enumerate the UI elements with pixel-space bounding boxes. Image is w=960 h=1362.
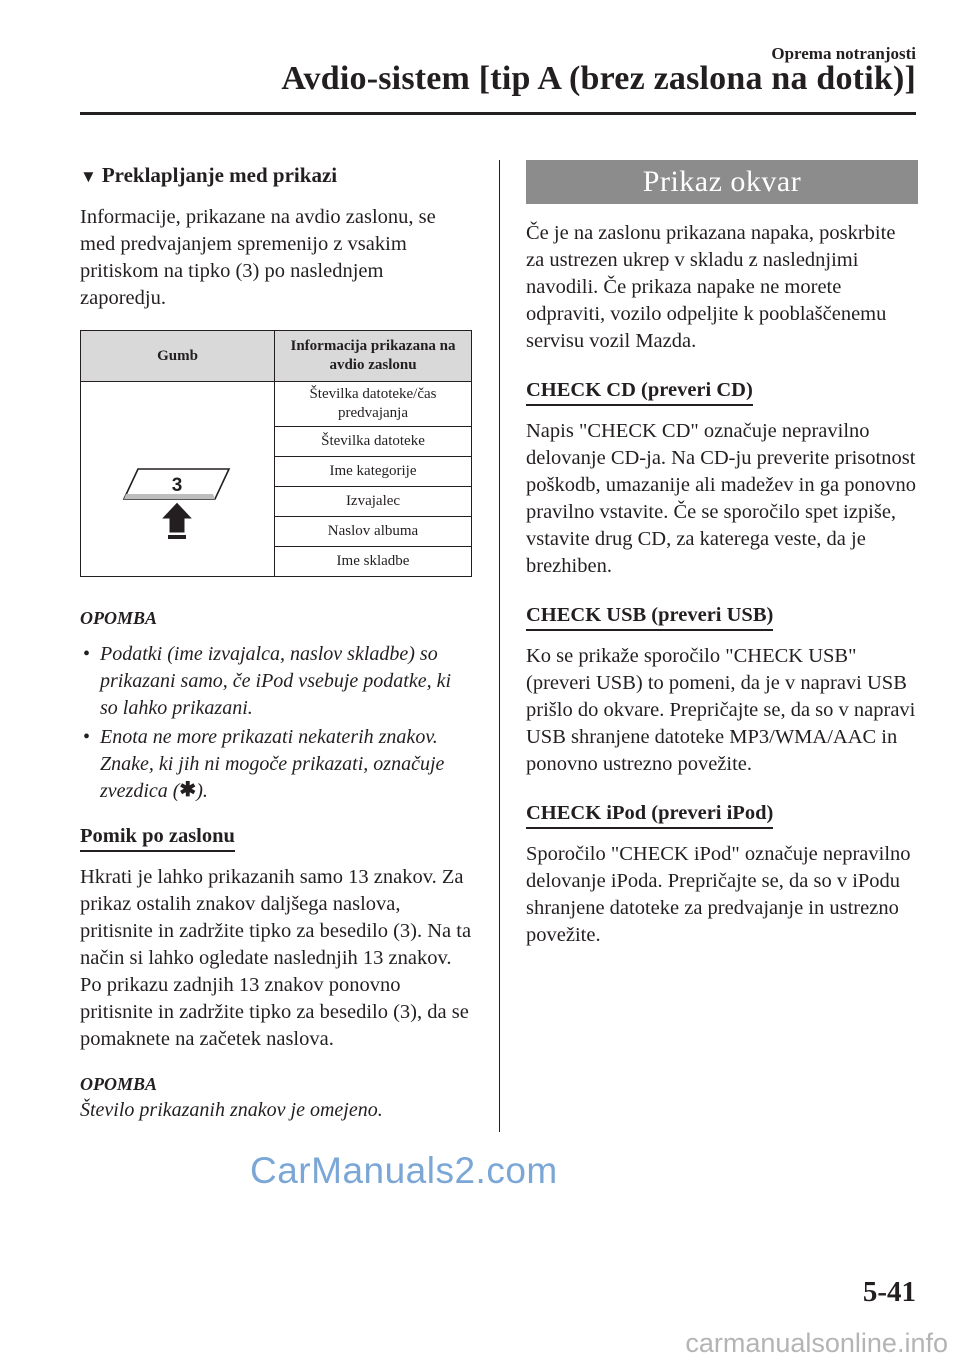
error-text-cd: Napis "CHECK CD" označuje nepravilno delovanje CD-ja. Na CD-ju preverite prisotnost poškodb, umazanije ali madežev in ga ponovno pravilno vstavite. Če se sporočilo spet izpiše, vstavite drug CD, za katerega veste, da je brezhiben. bbox=[526, 420, 916, 577]
note-title: OPOMBA bbox=[80, 1074, 158, 1094]
scroll-paragraph: Hkrati je lahko prikazanih samo 13 znakov. Za prikaz ostalih znakov daljšega naslova, pritisnite in zadržite tipko za besedilo (3). Na ta način si lahko ogledate naslednjih 13 znakov. Po prikazu zadnjih 13 znakov ponovno pritisnite in zadržite tipko za besedilo (3), da se pomaknete na začetek naslova. bbox=[80, 866, 472, 1050]
table-cell: Številka datoteke bbox=[275, 427, 472, 457]
section-banner: Prikaz okvar bbox=[526, 160, 918, 204]
list-item bbox=[80, 724, 472, 805]
watermark-url: carmanualsonline.info bbox=[685, 1328, 948, 1358]
table-header-cell: Gumb bbox=[81, 331, 275, 382]
table-cell: Naslov albuma bbox=[275, 517, 472, 547]
scroll-heading: Pomik po zaslonu bbox=[80, 823, 235, 852]
button-number-label: 3 bbox=[171, 475, 183, 496]
table-cell: Ime kategorije bbox=[275, 457, 472, 487]
list-item bbox=[80, 641, 472, 722]
column-divider bbox=[499, 160, 500, 1132]
subheading bbox=[80, 160, 472, 192]
table-cell: Izvajalec bbox=[275, 487, 472, 517]
note-list bbox=[80, 641, 472, 805]
note-text-end: ). bbox=[196, 780, 208, 802]
error-text-usb: Ko se prikaže sporočilo "CHECK USB" (preveri USB) to pomeni, da je v napravi USB prišlo do okvare. Prepričajte se, da so v napravi USB shranjene datoteke MP3/WMA/AAC in ponovno ustrezno povežite. bbox=[526, 645, 916, 775]
bullet-icon: • bbox=[83, 726, 91, 748]
table-header-row bbox=[81, 331, 472, 382]
asterisk-icon: ✱ bbox=[179, 779, 197, 801]
right-column bbox=[526, 160, 918, 967]
header-rule bbox=[80, 112, 916, 115]
triangle-down-icon: ▼ bbox=[80, 167, 97, 186]
note-text: Število prikazanih znakov je omejeno. bbox=[80, 1099, 383, 1121]
page-number: 5-41 bbox=[862, 1276, 916, 1308]
bullet-icon: • bbox=[83, 643, 91, 665]
intro-paragraph: Če je na zaslonu prikazana napaka, poskrbite za ustrezen ukrep v skladu z naslednjimi navodili. Če prikaza napake ne morete odpraviti, vozilo odpeljite k pooblaščenemu servisu vozil Mazda. bbox=[526, 222, 896, 352]
left-column bbox=[80, 160, 472, 1124]
error-text-ipod: Sporočilo "CHECK iPod" označuje nepravilno delovanje iPoda. Prepričajte se, da so v iPodu shranjene datoteke za predvajanje in ustrezno povežite. bbox=[526, 843, 911, 946]
header-section-label: Oprema notranjosti bbox=[771, 44, 916, 63]
table-cell: Številka datoteke/čas predvajanja bbox=[275, 382, 472, 427]
error-heading-cd: CHECK CD (preveri CD) bbox=[526, 377, 753, 406]
table-row bbox=[81, 382, 472, 427]
button-illustration-cell bbox=[81, 382, 275, 577]
note-title: OPOMBA bbox=[80, 608, 158, 628]
subheading-text: Preklapljanje med prikazi bbox=[101, 163, 338, 187]
table-header-cell: Informacija prikazana na avdio zaslonu bbox=[275, 331, 472, 382]
text-button-3-icon bbox=[81, 396, 274, 556]
page-header-title: Avdio-sistem [tip A (brez zaslona na dotik)] bbox=[281, 60, 916, 97]
intro-paragraph: Informacije, prikazane na avdio zaslonu, se med predvajanjem spremenijo z vsakim pritiskom na tipko (3) po naslednjem zaporedju. bbox=[80, 206, 436, 309]
error-heading-ipod: CHECK iPod (preveri iPod) bbox=[526, 800, 773, 829]
display-sequence-table bbox=[80, 330, 472, 577]
watermark-logo: CarManuals2.com bbox=[250, 1150, 558, 1191]
table-cell: Ime skladbe bbox=[275, 547, 472, 577]
note-text: Enota ne more prikazati nekaterih znakov. Znake, ki jih ni mogoče prikazati, označuje zvezdica ( bbox=[100, 726, 445, 802]
note-text: Podatki (ime izvajalca, naslov skladbe) so prikazani samo, če iPod vsebuje podatke, ki so lahko prikazani. bbox=[100, 643, 452, 719]
error-heading-usb: CHECK USB (preveri USB) bbox=[526, 602, 773, 631]
